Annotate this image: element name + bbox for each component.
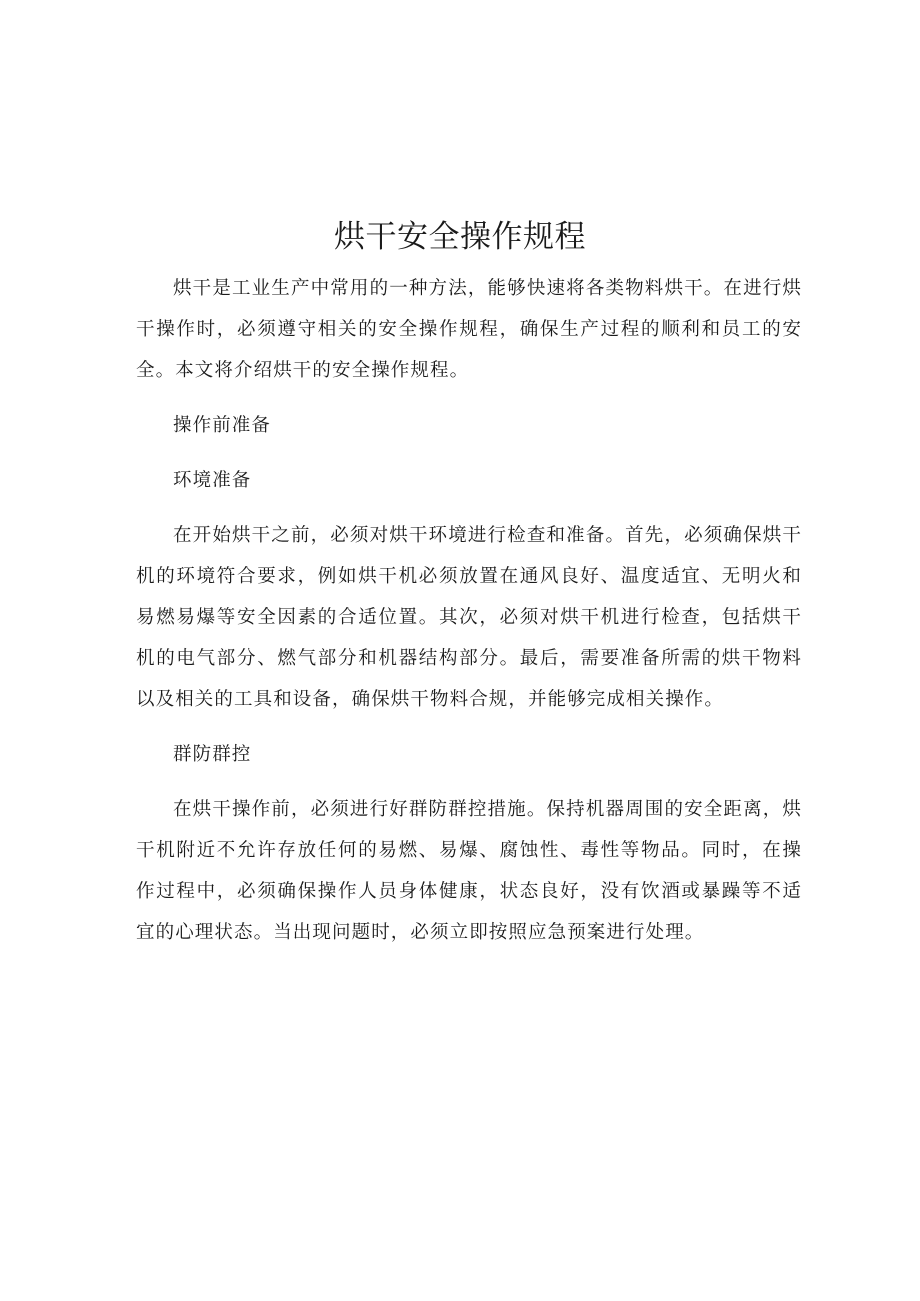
environment-paragraph: 在开始烘干之前，必须对烘干环境进行检查和准备。首先，必须确保烘干机的环境符合要求，例如烘干机必须放置在通风良好、温度适宜、无明火和易燃易爆等安全因素的合适位置。其次，必须对烘干机进行检查，包括烘干机的电气部分、燃气部分和机器结构部分。最后，需要准备所需的烘干物料以及相关的工具和设备，确保烘干物料合规，并能够完成相关操作。 bbox=[136, 525, 802, 710]
group-control-paragraph: 在烘干操作前，必须进行好群防群控措施。保持机器周围的安全距离，烘干机附近不允许存放任何的易燃、易爆、腐蚀性、毒性等物品。同时，在操作过程中，必须确保操作人员身体健康，状态良好，没有饮酒或暴躁等不适宜的心理状态。当出现问题时，必须立即按照应急预案进行处理。 bbox=[136, 799, 802, 943]
document-body bbox=[136, 268, 802, 967]
document-title: 烘干安全操作规程 bbox=[334, 219, 586, 255]
subsection-heading-environment: 环境准备 bbox=[173, 470, 252, 491]
section-heading-preparation: 操作前准备 bbox=[173, 415, 272, 436]
subsection-heading-group-control: 群防群控 bbox=[173, 744, 252, 765]
intro-paragraph: 烘干是工业生产中常用的一种方法，能够快速将各类物料烘干。在进行烘干操作时，必须遵守相关的安全操作规程，确保生产过程的顺利和员工的安全。本文将介绍烘干的安全操作规程。 bbox=[136, 278, 802, 381]
